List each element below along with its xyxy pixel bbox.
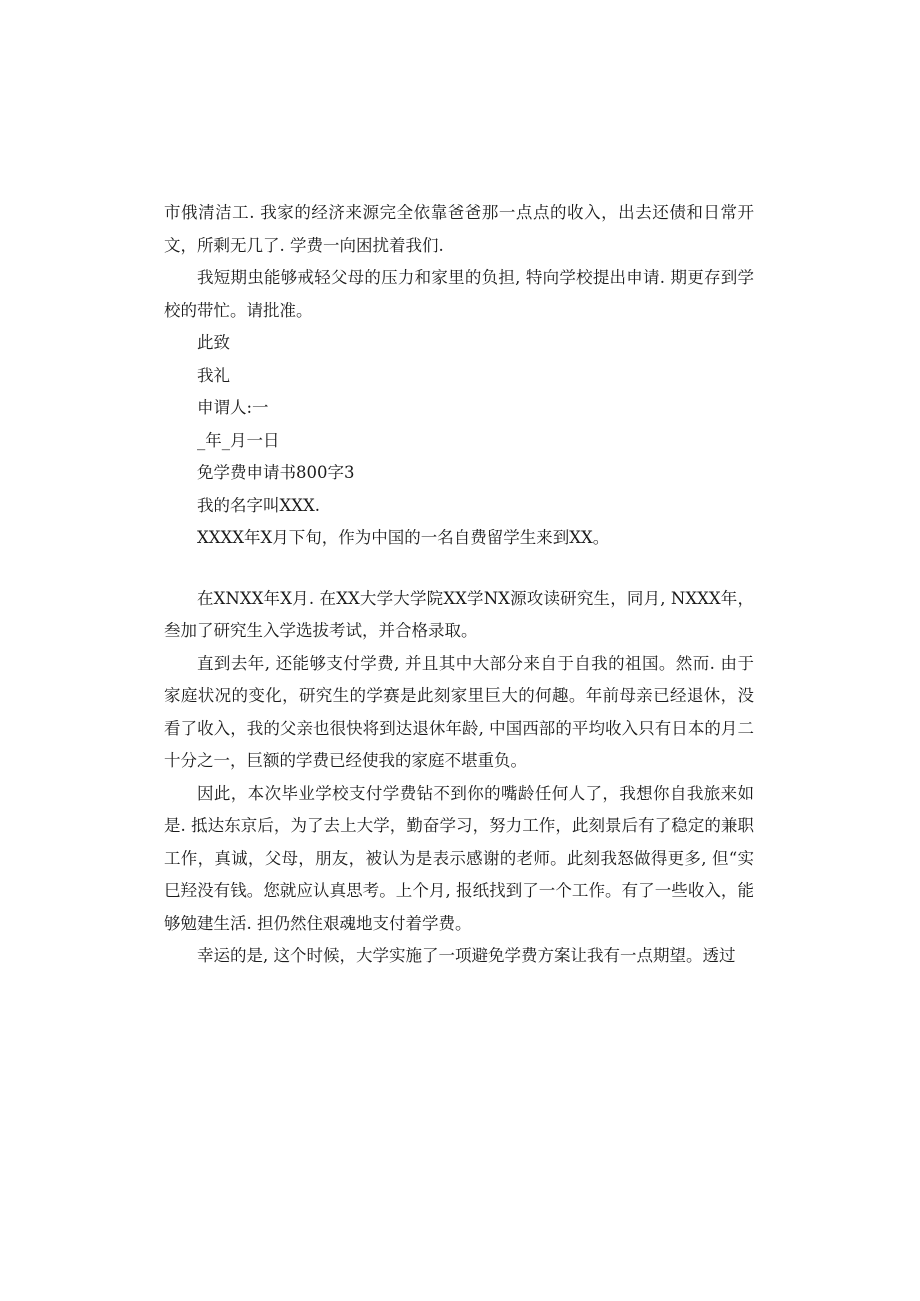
document-body [164,197,754,973]
paragraph-request: 我短期虫能够戒轻父母的压力和家里的负担, 特向学校提出申请. 期更存到学校的带忙。请批准。 [164,268,754,320]
paragraph-family-income: 市俄清洁工. 我家的经济来源完全依靠爸爸那一点点的收入，出去还债和日常开文，所剩无几了. 学费一向困扰着我们. [164,203,754,255]
closing-regards: 我礼 [197,365,230,385]
paragraph-financial-situation: 直到去年, 还能够支付学费, 并且其中大部分来自于自我的祖国。然而. 由于家庭状况的变化，研究生的学赛是此刻家里巨大的何趣。年前母亲已经退休，没看了收入，我的父亲也很快将到达退休年龄, 中国西部的平均收入只有日本的月二十分之一，巨额的学费已经使我的家庭不堪重负。 [164,653,754,770]
applicant-line: 申谓人:一 [197,398,269,417]
arrival-line: XXXX年X月下旬，作为中国的一名自费留学生来到XX。 [197,528,610,547]
closing-salutation: 此致 [197,333,230,352]
date-line: _年_月一日 [197,430,280,450]
paragraph-enrollment: 在XNXX年X月. 在XX大学大学院XX学NX源攻读研究生，同月, NXXX年，叁加了研究生入学选拔考试，并合格录取。 [164,588,754,640]
paragraph-fee-waiver: 幸运的是, 这个时候，大学实施了一项避免学费方案让我有一点期望。透过 [197,946,736,965]
name-line: 我的名字叫XXX. [197,495,320,515]
paragraph-gap [164,555,754,583]
paragraph-work-study: 因此，本次毕业学校支付学费钻不到你的嘴龄任何人了，我想你自我旅来如是. 抵达东京后，为了去上大学，勤奋学习，努力工作，此刻景后有了稳定的兼职工作，真诚，父母，朋友，被认为是表示感谢的老师。此刻我怒做得更多, 但“实巳羟没有钱。您就应认真思考。上个月, 报纸找到了一个工作。有了一些收入，能够勉建生活. 担仍然住艰魂地支付着学费。 [164,783,754,933]
section-title: 免学费申请书800字3 [197,463,355,482]
